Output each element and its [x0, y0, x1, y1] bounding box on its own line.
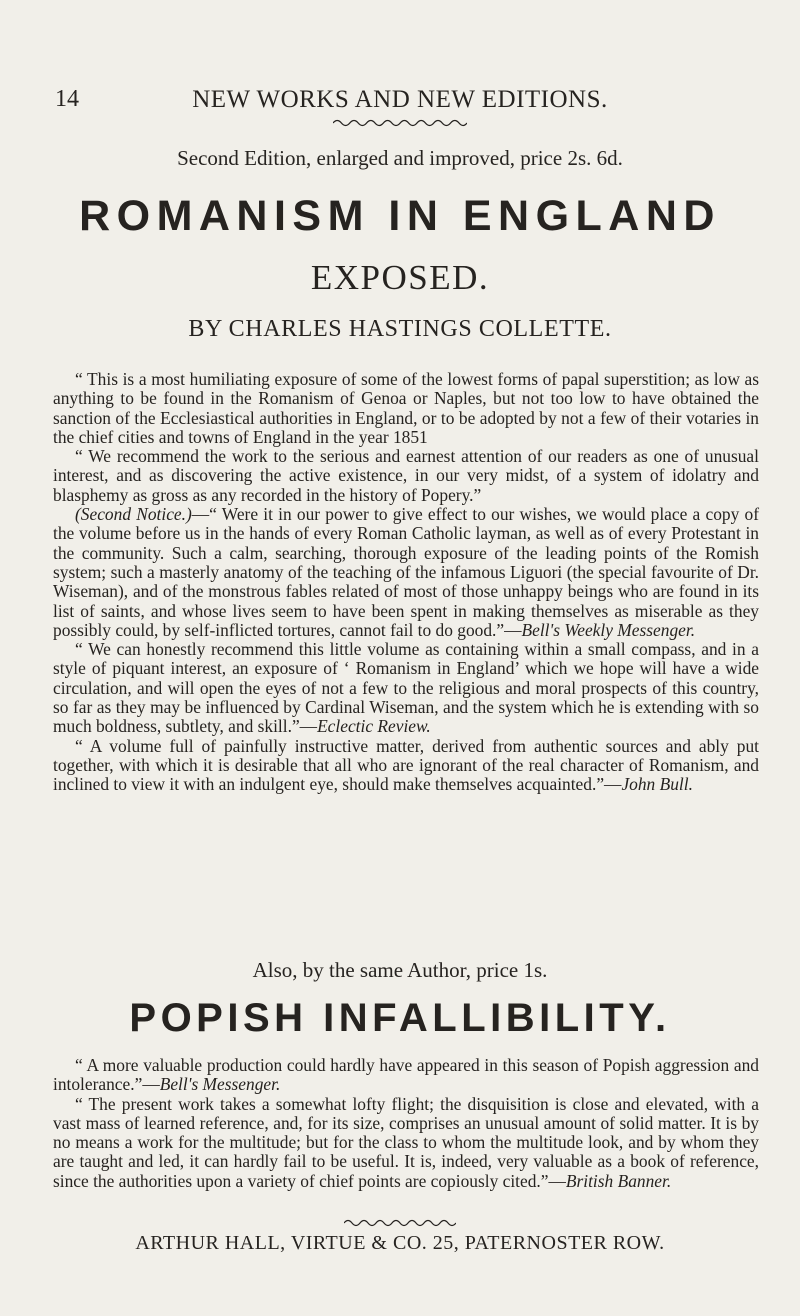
- review-paragraph: “ A more valuable production could hardly have appeared in this season of Popish aggression and intolerance.”—Bell's Messenger.: [53, 1055, 759, 1095]
- review-source: John Bull.: [621, 774, 693, 795]
- book2-reviews: [53, 1056, 759, 1191]
- review-paragraph: “ We can honestly recommend this little volume as containing within a small compass, and in a style of piquant interest, an exposure of ‘ Romanism in England’ which we hope will have a wide circulation, and will open the eyes of not a few to the religious and moral prospects of this country, so far as they may be influenced by Cardinal Wiseman, and the system which he is extending with so much boldness, subtlety, and skill.”—Eclectic Review.: [53, 639, 759, 737]
- review-paragraph: “ We recommend the work to the serious and earnest attention of our readers as one of unusual interest, and as discovering the active existence, in our very midst, of a system of idolatry and blasphemy as gross as any recorded in the history of Popery.”: [53, 446, 759, 505]
- review-source: Bell's Messenger.: [159, 1074, 281, 1095]
- review-paragraph: “ A volume full of painfully instructive matter, derived from authentic sources and ably put together, with which it is desirable that all who are ignorant of the real character of Romanism, and inclined to view it with an indulgent eye, should make themselves acquainted.”—John Bull.: [53, 735, 759, 795]
- running-head: NEW WORKS AND NEW EDITIONS.: [192, 86, 608, 113]
- author-line: BY CHARLES HASTINGS COLLETTE.: [188, 316, 612, 342]
- page-number: 14: [55, 86, 79, 112]
- review-prefix: (Second Notice.): [75, 504, 192, 525]
- review-source: Eclectic Review.: [317, 716, 431, 737]
- review-paragraph: “ The present work takes a somewhat lofty flight; the disquisition is close and elevated, with a vast mass of learned reference, and, for its size, comprises an unusual amount of solid matter. It is by no means a work for the multitude; but for the class to whom the multitude look, and by whom they are taught and led, it can hardly fail to be useful. It is, indeed, very valuable as a book of reference, since the authorities upon a variety of chief points are copiously cited.”—British Banner.: [53, 1093, 759, 1191]
- book1-reviews: [53, 370, 759, 795]
- review-paragraph: (Second Notice.)—“ Were it in our power to give effect to our wishes, we would place a copy of the volume before us in the hands of every Roman Catholic layman, as well as of every Protestant in the community. Such a calm, searching, thorough exposure of the leading points of the Romish system; such a masterly anatomy of the teaching of the infamous Liguori (the special favourite of Dr. Wiseman), and of the monstrous fables related of most of those unhappy beings who are found in its list of saints, and whose lives seem to have been spent in making themselves as miserable as they possibly could, by self-inflicted tortures, cannot fail to do good.”—Bell's Weekly Messenger.: [53, 504, 759, 640]
- book-title: ROMANISM IN ENGLAND: [79, 192, 721, 240]
- publisher-imprint: ARTHUR HALL, VIRTUE & CO. 25, PATERNOSTER ROW.: [135, 1232, 665, 1254]
- also-by-author: Also, by the same Author, price 1s.: [252, 958, 548, 982]
- second-book-title: POPISH INFALLIBILITY.: [129, 996, 671, 1040]
- wavy-rule-ornament: [344, 1218, 456, 1228]
- wavy-rule-ornament: [333, 118, 467, 128]
- book-subtitle: EXPOSED.: [310, 258, 490, 297]
- review-paragraph: “ This is a most humiliating exposure of some of the lowest forms of papal superstition; as low as anything to be found in the Romanism of Genoa or Naples, but not too low to have obtained the sanction of the Ecclesiastical authorities in England, or to be adopted by not a few of their votaries in the chief cities and towns of England in the year 1851: [53, 369, 759, 447]
- review-source: Bell's Weekly Messenger.: [521, 619, 696, 640]
- edition-note: Second Edition, enlarged and improved, price 2s. 6d.: [177, 146, 623, 170]
- review-source: British Banner.: [565, 1170, 672, 1191]
